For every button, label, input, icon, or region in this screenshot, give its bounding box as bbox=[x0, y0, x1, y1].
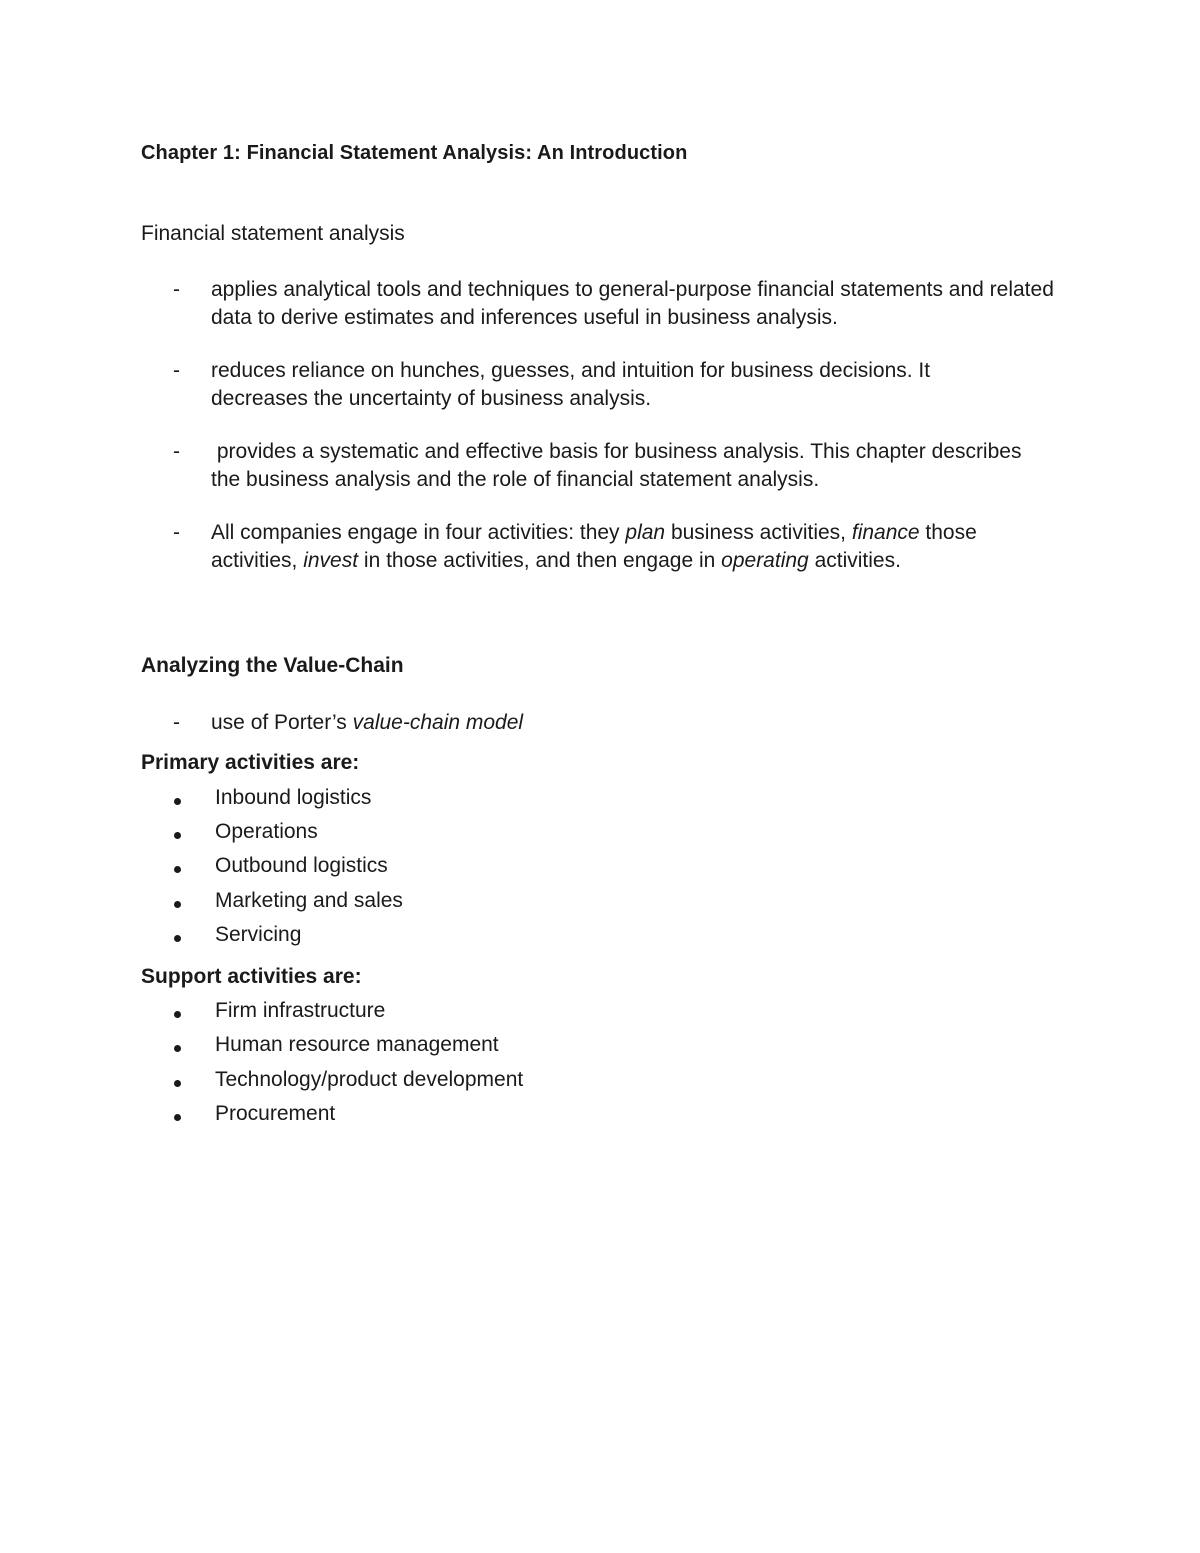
italic-run: plan bbox=[625, 521, 666, 544]
italic-run: value-chain model bbox=[352, 711, 524, 734]
bullet-icon bbox=[174, 1080, 181, 1087]
text-run: All companies engage in four activities: they bbox=[211, 521, 626, 544]
bullet-icon bbox=[174, 1114, 181, 1121]
support-activities-heading: Support activities are: bbox=[141, 965, 362, 988]
primary-activities-heading: Primary activities are: bbox=[141, 751, 360, 774]
list-item-text: Inbound logistics bbox=[215, 786, 372, 809]
list-item-text: Human resource management bbox=[215, 1033, 499, 1056]
list-item-text: Servicing bbox=[215, 923, 302, 946]
bullet-icon bbox=[174, 901, 181, 908]
list-item bbox=[0, 854, 1200, 894]
text-run: business activities, bbox=[665, 521, 852, 544]
intro-point-text: reduces reliance on hunches, guesses, and intuition for business decisions. It decreases the uncertainty of business analysis. bbox=[211, 359, 931, 410]
bullet-icon bbox=[174, 1011, 181, 1018]
intro-label: Financial statement analysis bbox=[141, 222, 405, 245]
dash-marker: - bbox=[173, 521, 180, 544]
text-run: in those activities, and then engage in bbox=[358, 548, 722, 572]
intro-point-text: provides a systematic and effective basis for business analysis. This chapter describes the business analysis and the role of financial statement analysis. bbox=[211, 440, 1028, 491]
list-item bbox=[0, 889, 1200, 929]
list-item-text: Firm infrastructure bbox=[215, 999, 386, 1022]
list-item-text: Operations bbox=[215, 820, 318, 843]
list-item bbox=[0, 923, 1200, 963]
list-item-text: Procurement bbox=[215, 1102, 336, 1125]
dash-marker: - bbox=[173, 711, 180, 734]
bullet-icon bbox=[174, 935, 181, 942]
dash-marker: - bbox=[173, 278, 180, 301]
intro-point-text: applies analytical tools and techniques to general-purpose financial statements and related data to derive estimates and inferences useful in business analysis. bbox=[211, 278, 1054, 329]
text-run: those activities, bbox=[211, 521, 977, 572]
italic-run: finance bbox=[851, 521, 920, 544]
italic-run: invest bbox=[303, 548, 359, 572]
bullet-icon bbox=[174, 866, 181, 873]
list-item bbox=[0, 1033, 1200, 1073]
page-title: Chapter 1: Financial Statement Analysis: An Introduction bbox=[141, 142, 688, 164]
list-item-text: Marketing and sales bbox=[215, 889, 403, 912]
bullet-icon bbox=[174, 1045, 181, 1052]
list-item bbox=[0, 1102, 1200, 1142]
intro-point-text bbox=[211, 519, 1011, 574]
value-chain-heading: Analyzing the Value-Chain bbox=[141, 654, 404, 677]
dash-marker: - bbox=[173, 359, 180, 382]
text-run: activities. bbox=[808, 548, 901, 572]
list-item bbox=[0, 820, 1200, 860]
dash-marker: - bbox=[173, 440, 180, 463]
bullet-icon bbox=[174, 832, 181, 839]
list-item bbox=[0, 999, 1200, 1039]
bullet-icon bbox=[174, 798, 181, 805]
list-item-text: Technology/product development bbox=[215, 1068, 524, 1091]
list-item-text: Outbound logistics bbox=[215, 854, 388, 877]
text-run: use of Porter’s bbox=[211, 711, 353, 734]
list-item bbox=[0, 786, 1200, 826]
italic-run: operating bbox=[721, 548, 809, 572]
list-item bbox=[0, 1068, 1200, 1108]
value-chain-point-text bbox=[211, 709, 1081, 737]
